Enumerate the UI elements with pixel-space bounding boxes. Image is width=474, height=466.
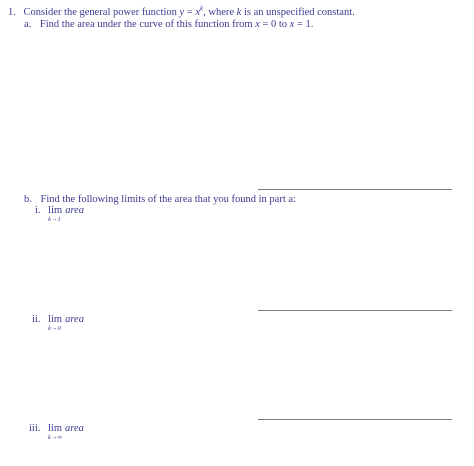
question-text-before: Consider the general power function [23,7,180,18]
roman-iii: iii. [29,423,41,434]
func-x: x [195,7,201,18]
part-a [24,18,313,31]
roman-ii: ii. [32,314,41,325]
limit-item-i [35,205,85,223]
part-a-eq2: = 1. [294,19,314,30]
lim-subscript-iii: k→∞ [48,434,63,441]
part-a-x2: x [289,19,295,30]
answer-line-b-ii[interactable] [258,419,452,420]
lim-text-ii: lim [48,314,63,325]
part-a-text: Find the area under the curve of this function from [39,19,256,30]
question-text-end: is an unspecified constant. [241,7,355,18]
lim-operator-i [48,205,63,223]
lim-subscript-ii: k→0 [48,325,61,332]
part-a-x1: x [255,19,260,30]
part-b-label: b. [24,194,32,205]
roman-i: i. [35,205,41,216]
answer-line-b-i[interactable] [258,310,452,311]
question-number: 1. [8,7,16,18]
lim-operator-ii [48,314,63,332]
answer-line-a[interactable] [258,189,452,190]
area-word-ii: area [65,314,84,325]
func-eq: = [184,7,196,18]
limit-item-iii [29,423,84,441]
k-variable: k [236,7,242,18]
area-word-iii: area [65,423,84,434]
part-b-text: Find the following limits of the area that you found in part a: [40,194,296,205]
question-text-after: , where [203,7,237,18]
func-exponent: k [200,4,204,13]
part-a-eq1: = 0 to [259,19,290,30]
area-word-i: area [65,205,85,216]
lim-text-iii: lim [48,423,63,434]
lim-subscript-i: k→1 [48,216,61,223]
limit-item-ii [32,314,84,332]
func-y: y [179,7,185,18]
part-a-label: a. [24,19,32,30]
lim-text-i: lim [48,205,63,216]
lim-operator-iii [48,423,63,441]
